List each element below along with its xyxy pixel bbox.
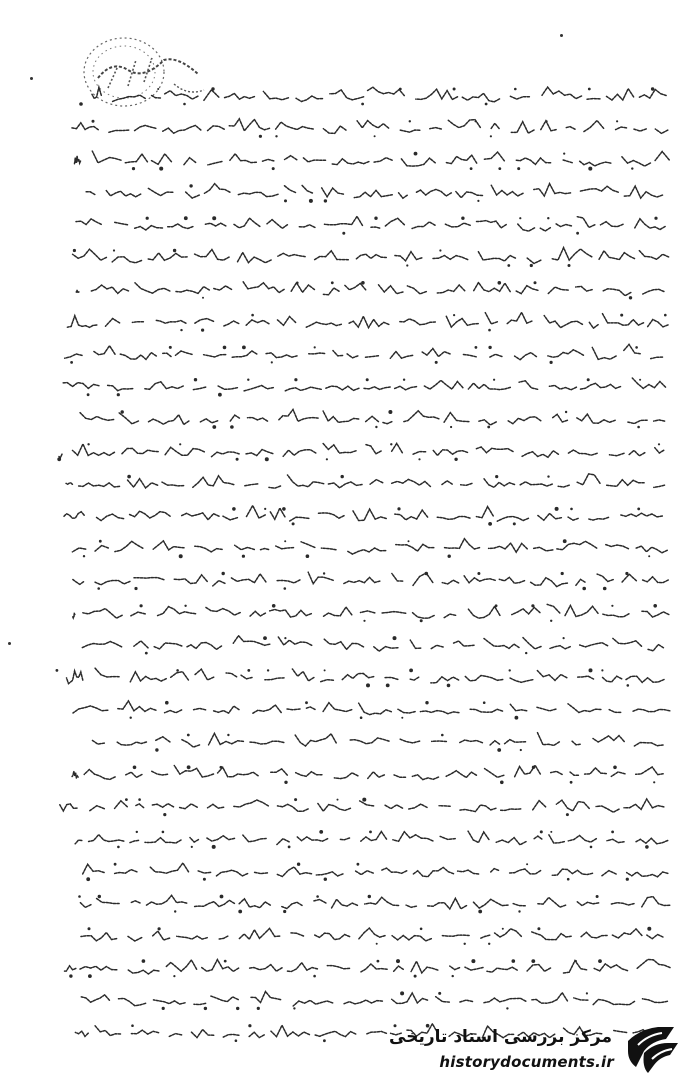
handwritten-line bbox=[86, 184, 663, 203]
handwritten-line bbox=[80, 410, 665, 429]
folded-document-logo-icon bbox=[622, 1021, 680, 1075]
handwritten-line bbox=[92, 733, 664, 752]
handwritten-line bbox=[63, 959, 670, 978]
ink-speck bbox=[30, 77, 33, 80]
handwritten-line bbox=[78, 895, 670, 914]
handwritten-line bbox=[81, 991, 667, 1010]
handwritten-line bbox=[75, 151, 670, 171]
handwritten-line bbox=[56, 668, 665, 687]
handwritten-line bbox=[82, 636, 663, 655]
watermark-url: historydocuments.ir bbox=[439, 1053, 614, 1071]
handwritten-line bbox=[72, 539, 667, 559]
handwritten-line bbox=[82, 863, 668, 882]
handwritten-line bbox=[65, 344, 663, 364]
watermark bbox=[389, 1017, 688, 1079]
handwritten-line bbox=[62, 378, 666, 397]
handwritten-line bbox=[76, 216, 665, 235]
handwritten-line bbox=[75, 281, 664, 299]
handwritten-line bbox=[75, 830, 668, 849]
handwritten-line bbox=[73, 604, 669, 622]
handwritten-line bbox=[79, 87, 666, 106]
handwritten-line bbox=[63, 506, 662, 526]
handwritten-line bbox=[73, 248, 669, 268]
handwritten-line bbox=[81, 927, 663, 945]
handwritten-line bbox=[57, 443, 663, 461]
ink-speck bbox=[560, 34, 563, 37]
handwritten-line bbox=[66, 474, 664, 488]
ink-speck bbox=[8, 642, 11, 645]
handwritten-line bbox=[67, 312, 668, 331]
handwritten-line bbox=[60, 798, 664, 817]
handwritten-line bbox=[72, 572, 668, 591]
handwritten-line bbox=[72, 119, 668, 138]
watermark-title: مرکز بررسی اسناد تاریخی bbox=[389, 1027, 612, 1047]
handwritten-line bbox=[72, 765, 663, 784]
handwritten-line bbox=[73, 701, 670, 720]
